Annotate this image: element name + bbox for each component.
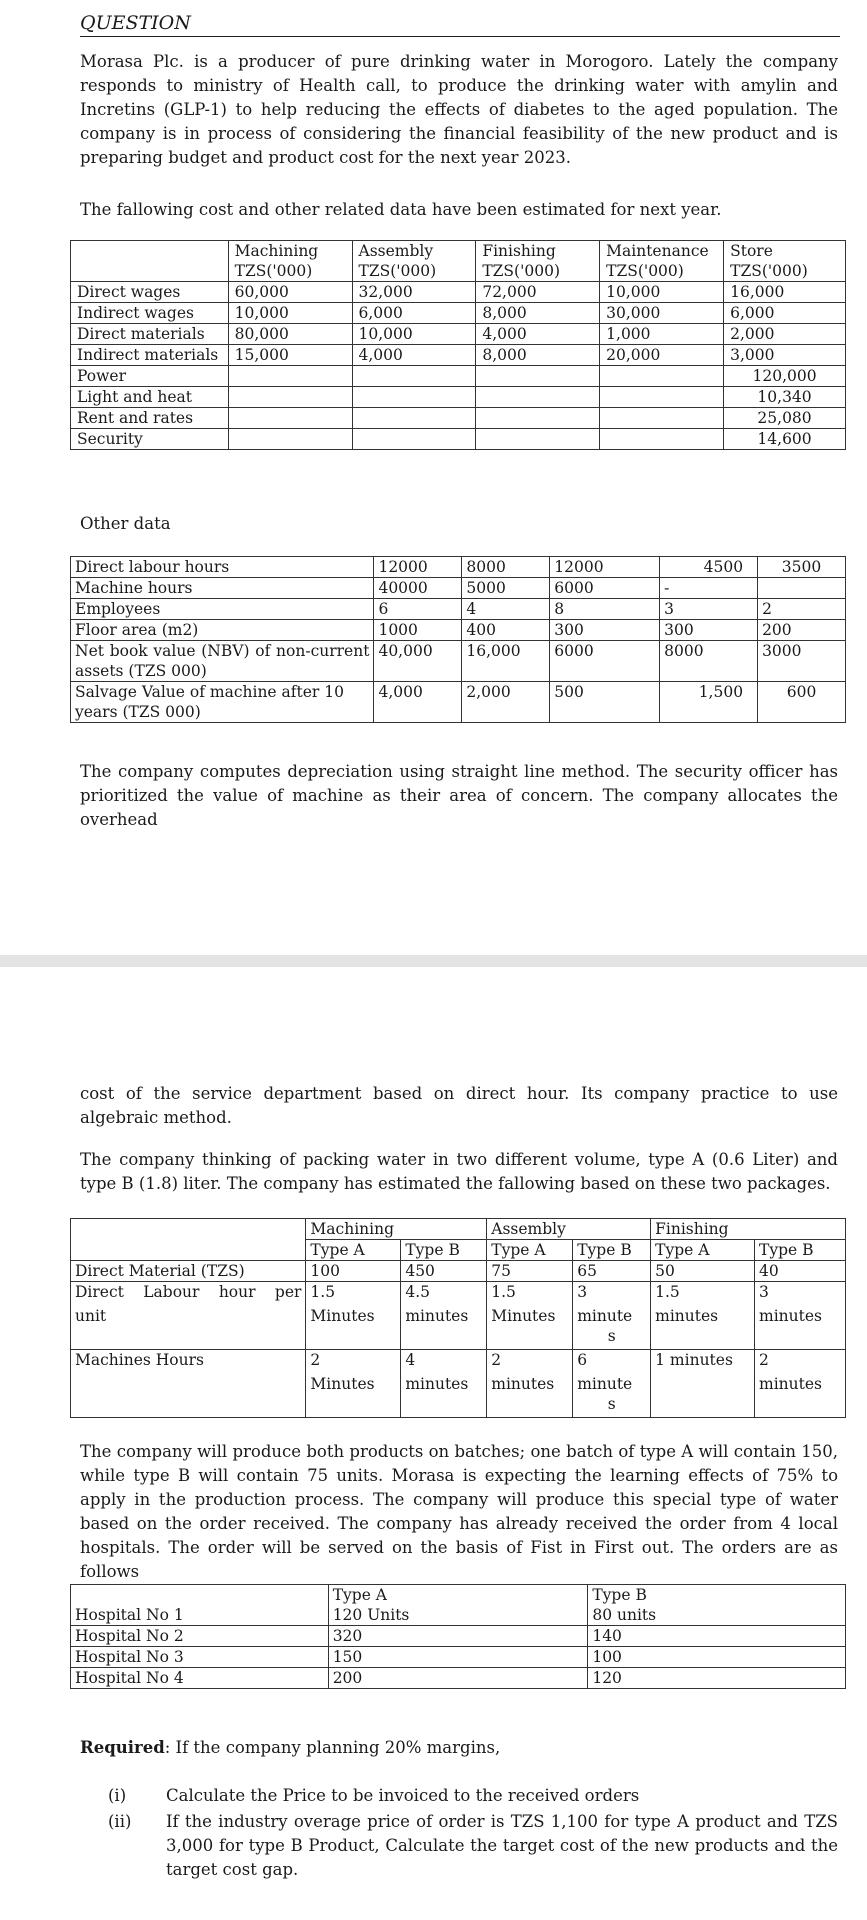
cell: 2 — [758, 599, 846, 620]
cell: 400 — [462, 620, 550, 641]
table-row — [71, 303, 846, 324]
orders-header-type-b: Type B — [588, 1585, 846, 1606]
row-label: Net book value (NBV) of non-current assets (TZS 000) — [71, 641, 374, 682]
cell: 4 minutes — [401, 1350, 487, 1418]
type-label: Type B — [755, 1240, 846, 1261]
orders-table — [70, 1584, 846, 1689]
intro-paragraph: Morasa Plc. is a producer of pure drinking water in Morogoro. Lately the company responds to ministry of Health call, to produce the drinking water with amylin and Incretins (GLP-1) to help reducing the effects of diabetes to the aged population. The company is in process of considering the financial feasibility of the new product and is preparing budget and product cost for the next year 2023. — [80, 52, 838, 167]
cell: 4,000 — [352, 345, 476, 366]
table-row — [71, 1261, 846, 1282]
cell: 75 — [487, 1261, 573, 1282]
cell: 3,000 — [724, 345, 846, 366]
cell: 10,000 — [600, 282, 724, 303]
cost-table-units — [71, 261, 846, 282]
row-label: Hospital No 1 — [71, 1605, 329, 1626]
cell: 10,340 — [724, 387, 846, 408]
product-table-departments — [71, 1219, 846, 1240]
dept-machining: Machining — [306, 1219, 487, 1240]
row-label: Direct labour hours — [71, 557, 374, 578]
cell: 80 units — [588, 1605, 846, 1626]
cell: 6,000 — [352, 303, 476, 324]
cell: 16,000 — [724, 282, 846, 303]
cell: 1.5 Minutes — [306, 1282, 401, 1350]
other-data-label: Other data — [80, 514, 171, 533]
cost-header-store: Store — [724, 241, 846, 262]
cost-unit: TZS('000) — [352, 261, 476, 282]
cell: 6000 — [550, 641, 660, 682]
row-label: Hospital No 4 — [71, 1668, 329, 1689]
table-row — [71, 599, 846, 620]
cell: 15,000 — [228, 345, 352, 366]
dept-assembly: Assembly — [487, 1219, 651, 1240]
cell: 1000 — [374, 620, 462, 641]
orders-header — [71, 1585, 846, 1606]
page-separator — [0, 955, 867, 967]
type-label: Type A — [651, 1240, 755, 1261]
cost-header-assembly: Assembly — [352, 241, 476, 262]
cost-table — [70, 240, 846, 450]
cell: 6 — [374, 599, 462, 620]
row-label: Indirect wages — [71, 303, 229, 324]
cell: 140 — [588, 1626, 846, 1647]
table-row — [71, 429, 846, 450]
cost-header-machining: Machining — [228, 241, 352, 262]
cost-table-header — [71, 241, 846, 262]
type-label: Type B — [401, 1240, 487, 1261]
table-row — [71, 620, 846, 641]
product-table — [70, 1218, 846, 1418]
cell: 2,000 — [462, 682, 550, 723]
orders-header-type-a: Type A — [328, 1585, 588, 1606]
row-label: Employees — [71, 599, 374, 620]
requirement-text: If the industry overage price of order is TZS 1,100 for type A product and TZS 3,000 for type B Product, Calculate the target cost of the new products and the target cost gap. — [166, 1812, 838, 1879]
cell: 200 — [328, 1668, 588, 1689]
cost-unit: TZS('000) — [476, 261, 600, 282]
cell: 2 minutes — [755, 1350, 846, 1418]
cell: 3 minutes — [755, 1282, 846, 1350]
table-row — [71, 366, 846, 387]
cell: 450 — [401, 1261, 487, 1282]
row-label: Indirect materials — [71, 345, 229, 366]
cell: 4.5 minutes — [401, 1282, 487, 1350]
row-label: Power — [71, 366, 229, 387]
required-label: Required — [80, 1738, 165, 1757]
row-label: Hospital No 3 — [71, 1647, 329, 1668]
row-label: Light and heat — [71, 387, 229, 408]
cell: 40000 — [374, 578, 462, 599]
table-row — [71, 641, 846, 682]
cell: 4,000 — [374, 682, 462, 723]
cell: 80,000 — [228, 324, 352, 345]
row-label: Floor area (m2) — [71, 620, 374, 641]
row-label: Machines Hours — [71, 1350, 306, 1418]
cell: 20,000 — [600, 345, 724, 366]
cell: 500 — [550, 682, 660, 723]
cell: 3 minute s — [573, 1282, 651, 1350]
row-label: Security — [71, 429, 229, 450]
cell: 2,000 — [724, 324, 846, 345]
row-label — [71, 1282, 306, 1350]
cell: 40,000 — [374, 641, 462, 682]
other-data-table — [70, 556, 846, 723]
cell: 3 — [660, 599, 758, 620]
cell: 60,000 — [228, 282, 352, 303]
product-table-types — [71, 1240, 846, 1261]
table-row — [71, 282, 846, 303]
cell: 72,000 — [476, 282, 600, 303]
cell: 600 — [758, 682, 846, 723]
row-label: Direct materials — [71, 324, 229, 345]
cell: 5000 — [462, 578, 550, 599]
cell: 10,000 — [228, 303, 352, 324]
table-row — [71, 1626, 846, 1647]
table-row — [71, 1668, 846, 1689]
cell: 200 — [758, 620, 846, 641]
cell: 1.5 Minutes — [487, 1282, 573, 1350]
cell: 8,000 — [476, 303, 600, 324]
cell: 320 — [328, 1626, 588, 1647]
requirement-number: (ii) — [108, 1812, 132, 1831]
cost-unit: TZS('000) — [724, 261, 846, 282]
cell: 3500 — [758, 557, 846, 578]
cell: 8000 — [462, 557, 550, 578]
table-row — [71, 1647, 846, 1668]
question-heading: QUESTION — [80, 12, 840, 37]
requirement-number: (i) — [108, 1786, 127, 1805]
page-1 — [0, 0, 867, 955]
table-row — [71, 1605, 846, 1626]
cell: 150 — [328, 1647, 588, 1668]
cell: 65 — [573, 1261, 651, 1282]
cell: 6,000 — [724, 303, 846, 324]
cell: 4 — [462, 599, 550, 620]
cell: 120 — [588, 1668, 846, 1689]
cell: 1 minutes — [651, 1350, 755, 1418]
depreciation-paragraph: The company computes depreciation using straight line method. The security officer has prioritized the value of machine as their area of concern. The company allocates the overhead — [80, 762, 838, 829]
cell: 3000 — [758, 641, 846, 682]
cell: 40 — [755, 1261, 846, 1282]
cell: 10,000 — [352, 324, 476, 345]
row-label: Rent and rates — [71, 408, 229, 429]
packing-paragraph: The company thinking of packing water in two different volume, type A (0.6 Liter) and type B (1.8) liter. The company has estimated the fallowing based on these two packages. — [80, 1150, 838, 1193]
table-row — [71, 387, 846, 408]
cell: 50 — [651, 1261, 755, 1282]
row-label: Direct Material (TZS) — [71, 1261, 306, 1282]
estimate-intro: The fallowing cost and other related data have been estimated for next year. — [80, 200, 722, 219]
table-row — [71, 345, 846, 366]
cell: 120 Units — [328, 1605, 588, 1626]
table-row — [71, 408, 846, 429]
type-label: Type B — [573, 1240, 651, 1261]
cell: 8000 — [660, 641, 758, 682]
required-text: : If the company planning 20% margins, — [164, 1738, 501, 1757]
cell: 6 minute s — [573, 1350, 651, 1418]
table-row — [71, 1350, 846, 1418]
cell: 4500 — [660, 557, 758, 578]
table-row — [71, 578, 846, 599]
table-row — [71, 557, 846, 578]
labour-label-line-2: unit — [75, 1307, 107, 1325]
cell: 25,080 — [724, 408, 846, 429]
cell: 120,000 — [724, 366, 846, 387]
depreciation-paragraph-continued: cost of the service department based on direct hour. Its company practice to use algebraic method. — [80, 1084, 838, 1127]
type-label: Type A — [306, 1240, 401, 1261]
cell: 14,600 — [724, 429, 846, 450]
cell: 300 — [550, 620, 660, 641]
cell: 30,000 — [600, 303, 724, 324]
cost-header-maintenance: Maintenance — [600, 241, 724, 262]
cell: 6000 — [550, 578, 660, 599]
cell: 1,000 — [600, 324, 724, 345]
type-label: Type A — [487, 1240, 573, 1261]
cell: 2 Minutes — [306, 1350, 401, 1418]
batch-paragraph: The company will produce both products on batches; one batch of type A will contain 150, while type B will contain 75 units. Morasa is expecting the learning effects of 75% to apply in the production process. The company will produce this special type of water based on the order received. The company has already received the order from 4 local hospitals. The order will be served on the basis of Fist in First out. The orders are as follows — [80, 1442, 838, 1581]
table-row — [71, 1282, 846, 1350]
row-label: Salvage Value of machine after 10 years (TZS 000) — [71, 682, 374, 723]
cell: 300 — [660, 620, 758, 641]
labour-label-line-1: Direct Labour hour per — [75, 1283, 302, 1301]
table-row — [71, 682, 846, 723]
requirement-text: Calculate the Price to be invoiced to the received orders — [166, 1786, 640, 1805]
cell: 1,500 — [660, 682, 758, 723]
cost-unit: TZS('000) — [600, 261, 724, 282]
cell: 4,000 — [476, 324, 600, 345]
table-row — [71, 324, 846, 345]
cell: - — [660, 578, 758, 599]
dept-finishing: Finishing — [651, 1219, 846, 1240]
row-label: Direct wages — [71, 282, 229, 303]
row-label: Hospital No 2 — [71, 1626, 329, 1647]
cell: 12000 — [550, 557, 660, 578]
cell: 8 — [550, 599, 660, 620]
cost-header-finishing: Finishing — [476, 241, 600, 262]
cost-unit: TZS('000) — [228, 261, 352, 282]
cell: 32,000 — [352, 282, 476, 303]
cell: 2 minutes — [487, 1350, 573, 1418]
cell: 100 — [306, 1261, 401, 1282]
cell: 1.5 minutes — [651, 1282, 755, 1350]
cell: 16,000 — [462, 641, 550, 682]
row-label: Machine hours — [71, 578, 374, 599]
required-line — [80, 1738, 500, 1757]
cell: 12000 — [374, 557, 462, 578]
cell: 100 — [588, 1647, 846, 1668]
cell: 8,000 — [476, 345, 600, 366]
